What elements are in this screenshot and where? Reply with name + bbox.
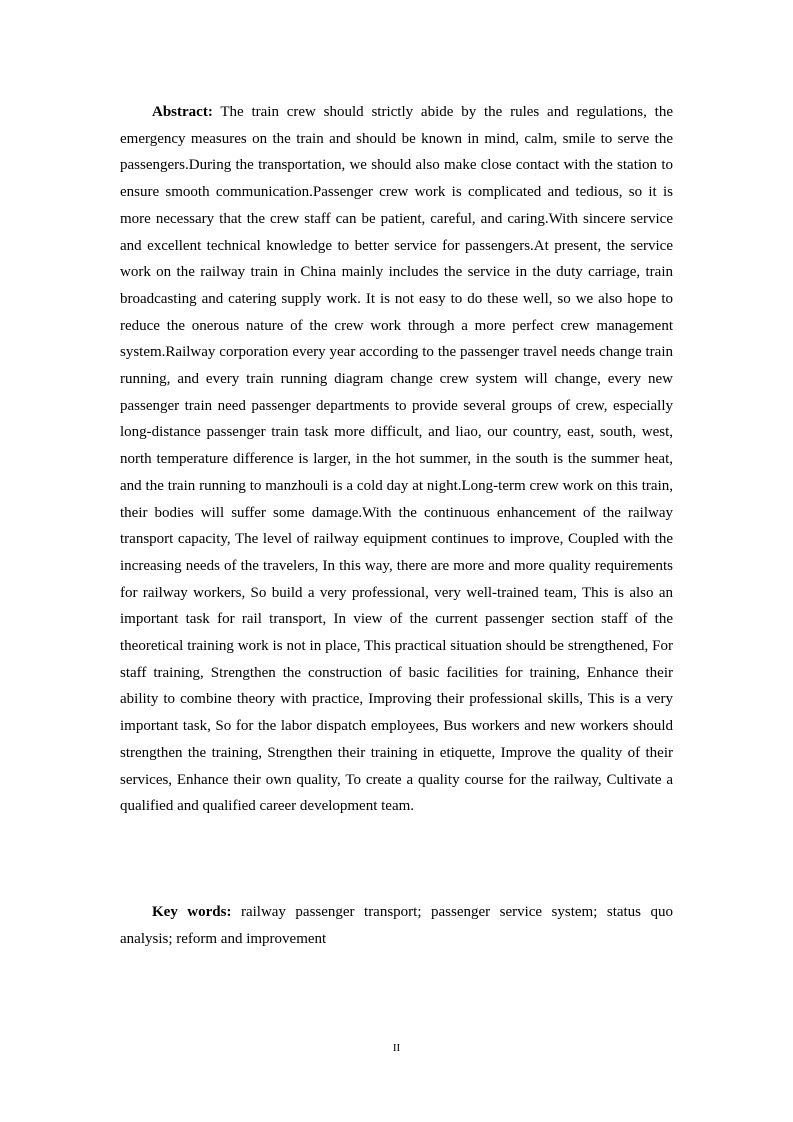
page-number: II — [392, 1042, 401, 1054]
keywords-text: railway passenger transport; passenger service system; status quo analysis; reform and improvement — [120, 904, 673, 947]
abstract-label: Abstract: — [152, 104, 213, 120]
keywords-label: Key words: — [152, 904, 232, 920]
abstract-text: The train crew should strictly abide by the rules and regulations, the emergency measures on the train and should be known in mind, calm, smile to serve the passengers.During the transportation, we should also make close contact with the station to ensure smooth communication.Passenger crew work is complicated and tedious, so it is more necessary that the crew staff can be patient, careful, and caring.With sincere service and excellent technical knowledge to better service for passengers.At present, the service work on the railway train in China mainly includes the service in the duty carriage, train broadcasting and catering supply work. It is not easy to do these well, so we also hope to reduce the onerous nature of the crew work through a more perfect crew management system.Railway corporation every year according to the passenger travel needs change train running, and every train running diagram change crew system will change, every new passenger train need passenger departments to provide several groups of crew, especially long-distance passenger train task more difficult, and liao, our country, east, south, west, north temperature difference is larger, in the hot summer, in the south is the summer heat, and the train running to manzhouli is a cold day at night.Long-term crew work on this train, their bodies will suffer some damage.With the continuous enhancement of the railway transport capacity, The level of railway equipment continues to improve, Coupled with the increasing needs of the travelers, In this way, there are more and more quality requirements for railway workers, So build a very professional, very well-trained team, This is also an important task for rail transport, In view of the current passenger section staff of the theoretical training work is not in place, This practical situation should be strengthened, For staff training, Strengthen the construction of basic facilities for training, Enhance their ability to combine theory with practice, Improving their professional skills, This is a very important task, So for the labor dispatch employees, Bus workers and new workers should strengthen the training, Strengthen their training in etiquette, Improve the quality of their services, Enhance their own quality, To create a quality course for the railway, Cultivate a qualified and qualified career development team. — [120, 104, 674, 815]
abstract-paragraph — [120, 99, 673, 820]
keywords-paragraph — [120, 899, 673, 952]
